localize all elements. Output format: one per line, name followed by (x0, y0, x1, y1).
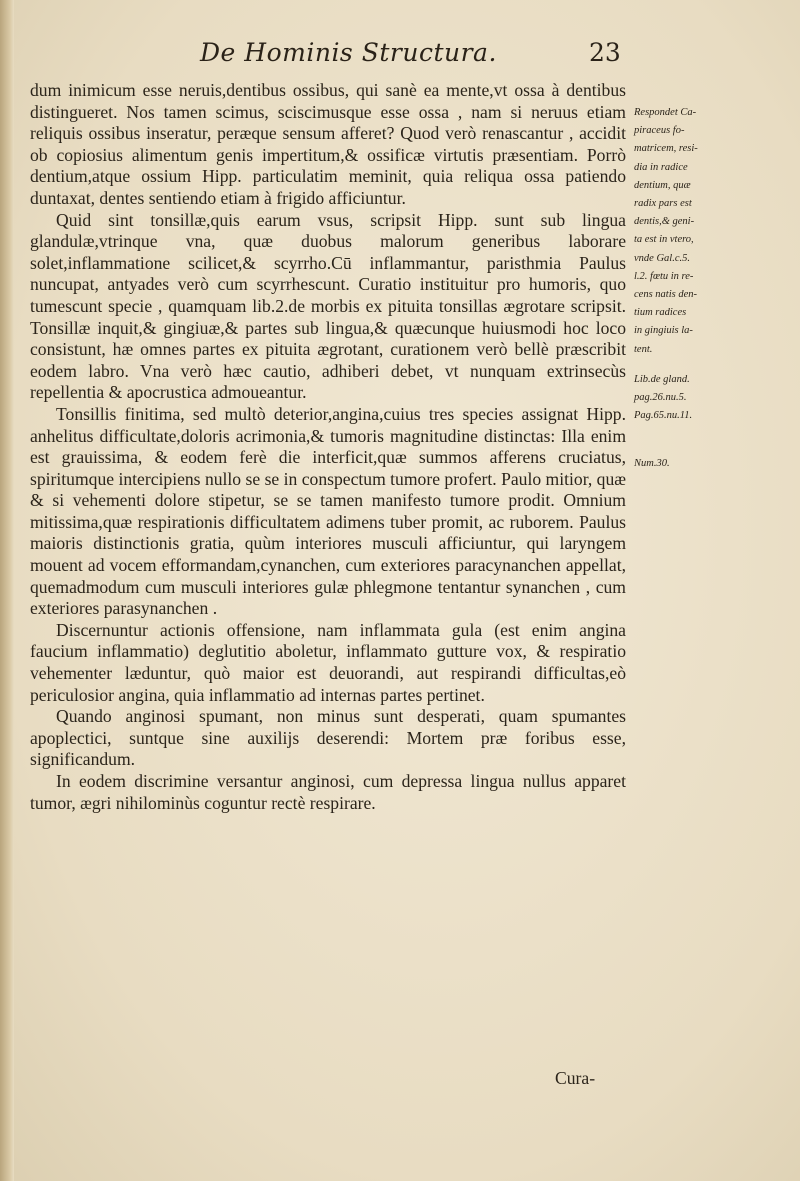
margin-note: Respondet Ca- (634, 107, 697, 118)
margin-note: dia in radice (634, 161, 688, 173)
margin-note: cens natis den- (634, 289, 697, 301)
paragraph-dentes: dum inimicum esse neruis,dentibus ossibus, qui sanè ea mente,vt ossa à dentibus distingueret. Nos tamen scimus, sciscimusque esse ossa , nam si neruus etiam reliquis ossibus inseratur, peræque sensum afferet? Quod verò renascantur , accidit ob copiosius alimentum genis impertitum,& ossificæ virtutis præsentiam. Porrò dentium,atque ossium Hipp. particulatim meminit, quia reliqua ossa patiendo duntaxat, dentes sentiendo etiam à frigido afficiuntur. (30, 80, 626, 208)
page-number: 23 (589, 38, 621, 67)
margin-note: ta est in vtero, (634, 234, 694, 246)
paragraph-anginosi-spumant: Quando anginosi spumant, non minus sunt desperati, quam spumantes apoplectici, suntque sine auxilijs deserendi: Mortem præ foribus esse, significandum. (30, 706, 626, 770)
running-title: De Hominis Structura. (200, 38, 497, 67)
paragraph-tonsillae: Quid sint tonsillæ,quis earum vsus, scripsit Hipp. sunt sub lingua glandulæ,vtrinque vna, quæ duobus malorum generibus laborare solet,inflammatione scilicet,& scyrrho.Cū inflammantur, paristhmia Paulus nuncupat, antyades verò cum scyrrhescunt. Curatio instituitur pro humoris, quo tumescunt specie , quamquam lib.2.de morbis ex pituita tonsillas ægrotare scripsit. Tonsillæ inquit,& gingiuæ,& partes sub lingua,& quæcunque huiusmodi hoc loco consistunt, hæ omnes partes ex pituita ægrotant, curationem verò bellè præscribit eodem labro. Vna verò hæc cautio, adhiberi debet, vt nunquam extrinsecùs repellentia & apocrustica admoueantur. (30, 209, 626, 403)
paragraph-discernuntur: Discernuntur actionis offensione, nam inflammata gula (est enim angina faucium inflammatio) deglutitio aboletur, inflammato gutture vox, & respiratio vehementer læduntur, quò maior est deuorandi, aut respirandi difficultas,eò periculosior angina, quia inflammatio ad internas partes pertinet. (30, 619, 626, 705)
margin-note: Lib.de gland. (634, 373, 690, 385)
margin-note: matricem, resi- (634, 143, 698, 155)
paragraph-depressa-lingua: In eodem discrimine versantur anginosi, cum depressa lingua nullus apparet tumor, ægri nihilominùs coguntur rectè respirare. (30, 771, 626, 813)
margin-notes (634, 104, 746, 474)
margin-note: Pag.65.nu.11. (634, 410, 693, 422)
margin-note: tium radices (634, 307, 687, 319)
catchword: Cura- (555, 1068, 596, 1088)
margin-note: l.2. fœtu in re- (634, 270, 694, 282)
margin-note: pag.26.nu.5. (634, 392, 687, 404)
margin-note: dentis,& geni- (634, 216, 695, 228)
page-header (0, 38, 800, 78)
paragraph-angina: Tonsillis finitima, sed multò deterior,angina,cuius tres species assignat Hipp. anhelitus difficultate,doloris acrimonia,& tumoris magnitudine distinctas: Illa enim est grauissima, & eodem ferè die interficit,quæ summos afferens cruciatus, spiritumque intercipiens nullo se se in conspectum tumore profert. Paulo mitior, quæ & si vehementi dolore stipetur, se se tamen manifesto tumore prodit. Omnium mitissima,quæ respirationis difficultatem adimens tuber promit, ac ruborem. Paulus maioris distinctionis gratia, quùm interiores musculi afficiuntur, qui laryngem mouent ad vocem efformandam,cynanchen, cum exteriores paracynanchen appellat, quemadmodum cum musculi interiores gulæ phlegmone tentantur synanchen , cum exteriores parasynanchen . (30, 403, 626, 619)
margin-note: piraceus fo- (634, 125, 685, 137)
margin-note: in gingiuis la- (634, 325, 693, 337)
margin-note: tent. (634, 343, 653, 355)
margin-note: Num.30. (634, 458, 670, 470)
margin-note: radix pars est (634, 198, 692, 210)
page-spine-shadow (0, 0, 14, 1181)
main-text-column (30, 80, 626, 814)
margin-note: dentium, quæ (634, 179, 691, 191)
margin-note: vnde Gal.c.5. (634, 252, 690, 264)
